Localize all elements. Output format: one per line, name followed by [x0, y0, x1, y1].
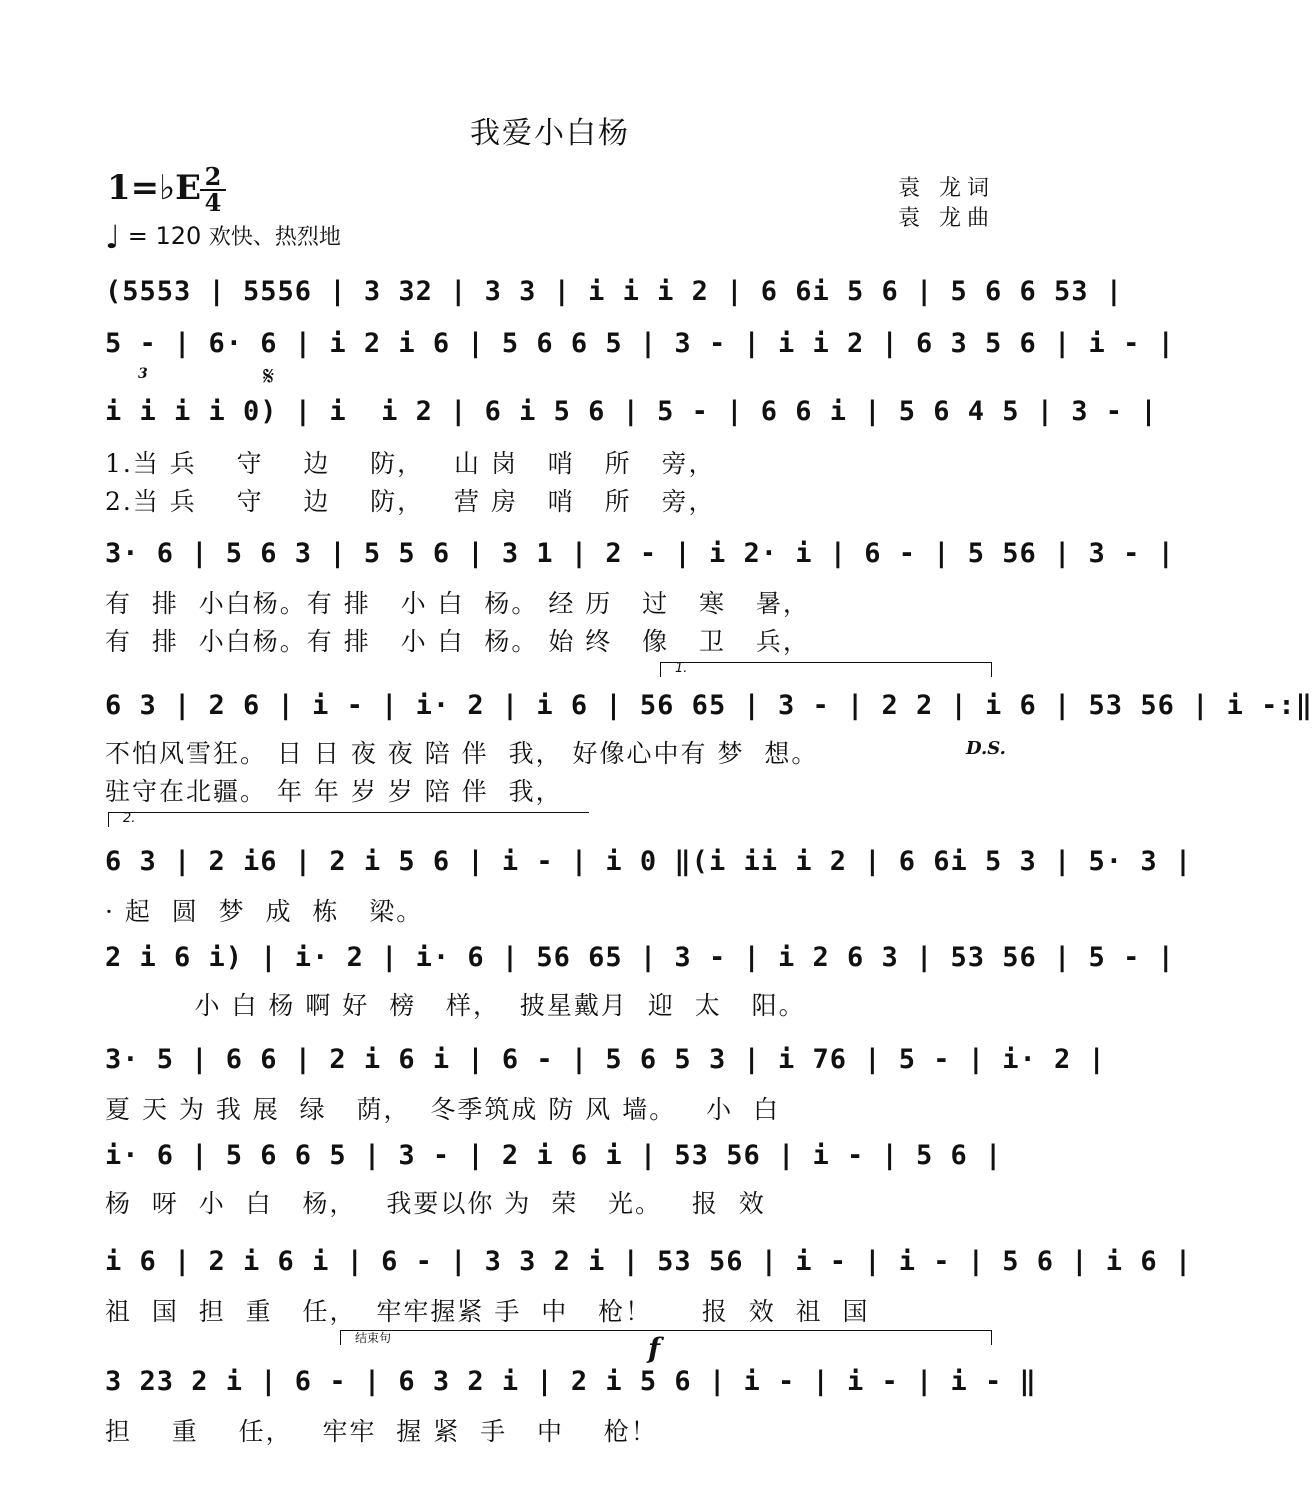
lyric-line-7: · 起 圆 梦 成 栋 梁。	[105, 897, 424, 926]
segno-icon: 𝄋	[263, 362, 275, 392]
composer: 袁 龙曲	[898, 206, 995, 231]
tempo-mood: 欢快、热烈地	[208, 225, 341, 250]
tempo-value: = 120	[127, 222, 202, 250]
notation-line-1: (5553 | 5556 | 3 32 | 3 3 | i i i 2 | 6 6i 5 6 | 5 6 6 53 |	[105, 276, 1124, 307]
lyric-line-12: 担 重 任， 牢牢 握 紧 手 中 枪！	[105, 1417, 658, 1446]
time-signature	[200, 162, 226, 217]
notation-line-4: 3· 6 | 5 6 3 | 5 5 6 | 3 1 | 2 - | i 2· i | 6 - | 5 56 | 3 - |	[105, 538, 1175, 569]
dal-segno-mark: D.S.	[966, 738, 1006, 759]
lyric-line-5: 不怕风雪狂。 日 日 夜 夜 陪 伴 我， 好像心中有 梦 想。	[105, 739, 819, 768]
notation-line-8: 3· 5 | 6 6 | 2 i 6 i | 6 - | 5 6 5 3 | i 76 | 5 - | i· 2 |	[105, 1044, 1106, 1075]
triplet-mark: 3	[138, 366, 148, 382]
lyric-line-9: 夏 天 为 我 展 绿 荫， 冬季筑成 防 风 墙。 小 白	[105, 1095, 780, 1124]
meter-bottom: 4	[204, 188, 222, 217]
lyric-line-3: 有 排 小白杨。有 排 小 白 杨。 经 历 过 寒 暑，	[105, 589, 810, 618]
second-ending-label: 2.	[123, 811, 136, 826]
notation-line-5: 6 3 | 2 6 | i - | i· 2 | i 6 | 56 65 | 3 - | 2 2 | i 6 | 53 56 | i -:‖	[105, 690, 1313, 721]
lyricist: 袁 龙词	[898, 176, 995, 201]
quarter-note-icon: ♩	[105, 218, 121, 256]
tempo-marking	[105, 218, 341, 256]
credits	[898, 174, 995, 234]
notation-line-7: 2 i 6 i) | i· 2 | i· 6 | 56 65 | 3 - | i 2 6 3 | 53 56 | 5 - |	[105, 942, 1175, 973]
song-title: 我爱小白杨	[470, 116, 630, 151]
notation-line-6: 6 3 | 2 i6 | 2 i 5 6 | i - | i 0 ‖(i ii i 2 | 6 6i 5 3 | 5· 3 |	[105, 846, 1193, 877]
key-signature: 1=♭E	[107, 168, 202, 208]
lyric-line-6: 驻守在北疆。 年 年 岁 岁 陪 伴 我，	[105, 777, 563, 806]
notation-line-10: i 6 | 2 i 6 i | 6 - | 3 3 2 i | 53 56 | i - | i - | 5 6 | i 6 |	[105, 1246, 1193, 1277]
coda-bracket	[340, 1330, 992, 1345]
lyric-line-2: 2.当 兵 守 边 防， 营 房 哨 所 旁，	[105, 487, 716, 516]
lyric-line-1: 1.当 兵 守 边 防， 山 岗 哨 所 旁，	[105, 449, 716, 478]
lyric-line-11: 祖 国 担 重 任， 牢牢握紧 手 中 枪！ 报 效 祖 国	[105, 1297, 870, 1326]
coda-label: 结束句	[355, 1331, 392, 1345]
notation-line-2: 5 - | 6· 6 | i 2 i 6 | 5 6 6 5 | 3 - | i i 2 | 6 3 5 6 | i - |	[105, 328, 1175, 359]
lyric-line-8: 小 白 杨 啊 好 榜 样， 披星戴月 迎 太 阳。	[105, 991, 806, 1020]
first-ending-label: 1.	[675, 661, 688, 676]
lyric-line-10: 杨 呀 小 白 杨， 我要以你 为 荣 光。 报 效	[105, 1189, 766, 1218]
forte-mark: f	[648, 1332, 661, 1365]
lyric-line-4: 有 排 小白杨。有 排 小 白 杨。 始 终 像 卫 兵，	[105, 627, 810, 656]
first-ending-bracket	[660, 662, 992, 677]
notation-line-9: i· 6 | 5 6 6 5 | 3 - | 2 i 6 i | 53 56 | i - | 5 6 |	[105, 1140, 1003, 1171]
second-ending-bracket	[108, 812, 589, 827]
notation-line-11: 3 23 2 i | 6 - | 6 3 2 i | 2 i 5 6 | i - | i - | i - ‖	[105, 1366, 1037, 1397]
meter-top: 2	[204, 162, 222, 191]
notation-line-3: i i i i 0) | i i 2 | 6 i 5 6 | 5 - | 6 6 i | 5 6 4 5 | 3 - |	[105, 396, 1158, 427]
